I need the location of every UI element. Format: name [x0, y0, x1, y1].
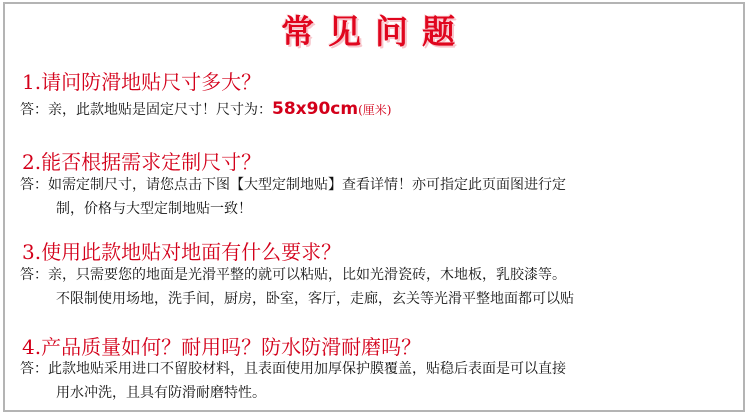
faq-answer-2-line-1: 答：如需定制尺寸，请您点击下图【大型定制地贴】查看详情！亦可指定此页面图进行定 [20, 177, 566, 193]
faq-answer-4 [20, 357, 566, 405]
faq-question-2: 2.能否根据需求定制尺寸？ [22, 150, 262, 174]
faq-answer-2 [20, 173, 566, 221]
size-unit: (厘米) [358, 103, 392, 117]
faq-answer-3-line-2: 不限制使用场地，洗手间，厨房，卧室，客厅，走廊，玄关等光滑平整地面都可以贴 [56, 291, 574, 307]
faq-question-3: 3.使用此款地贴对地面有什么要求？ [22, 240, 342, 264]
faq-answer-2-line-2: 制，价格与大型定制地贴一致！ [56, 201, 252, 217]
faq-answer-4-line-1: 答：此款地贴采用进口不留胶材料，且表面使用加厚保护膜覆盖，贴稳后表面是可以直接 [20, 361, 566, 377]
faq-answer-4-line-2: 用水冲洗，且具有防滑耐磨特性。 [56, 385, 266, 401]
faq-answer-3-line-1: 答：亲，只需要您的地面是光滑平整的就可以粘贴，比如光滑瓷砖，木地板，乳胶漆等。 [20, 267, 566, 283]
faq-answer-3 [20, 263, 574, 311]
faq-answer-1-text: 答：亲，此款地贴是固定尺寸！尺寸为： [20, 102, 272, 118]
faq-answer-1 [20, 97, 391, 122]
faq-question-4: 4.产品质量如何？耐用吗？防水防滑耐磨吗？ [22, 335, 422, 359]
faq-question-1: 1.请问防滑地贴尺寸多大？ [22, 70, 262, 94]
size-value: 58x90cm [272, 99, 359, 119]
page-title: 常见问题 [281, 12, 469, 51]
